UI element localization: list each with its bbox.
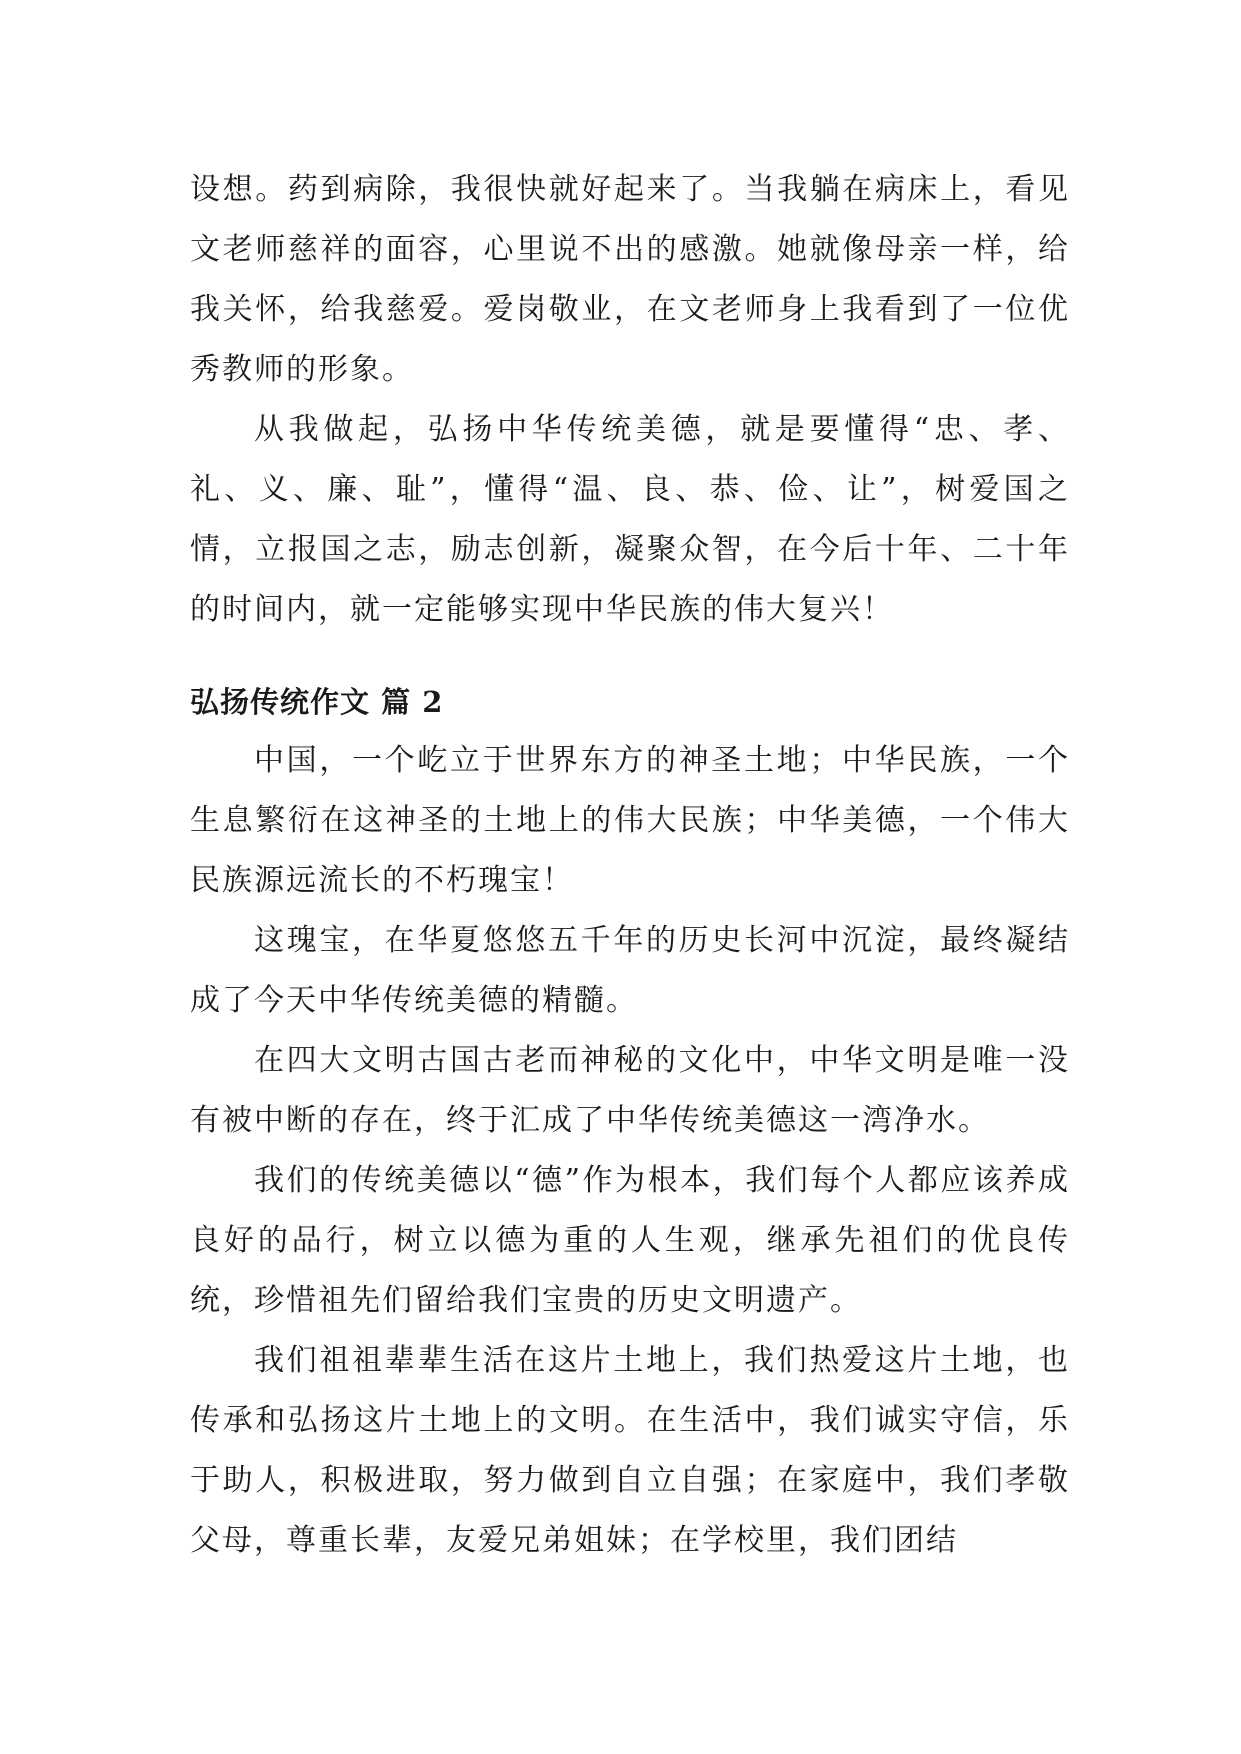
paragraph: 在四大文明古国古老而神秘的文化中，中华文明是唯一没有被中断的存在，终于汇成了中华传统美德这一湾净水。 — [190, 1043, 1070, 1138]
paragraph: 从我做起，弘扬中华传统美德，就是要懂得“忠、孝、礼、义、廉、耻”，懂得“温、良、恭、俭、让”，树爱国之情，立报国之志，励志创新，凝聚众智，在今后十年、二十年的时间内，就一定能够实现中华民族的伟大复兴！ — [190, 412, 1070, 627]
paragraph: 设想。药到病除，我很快就好起来了。当我躺在病床上，看见文老师慈祥的面容，心里说不出的感激。她就像母亲一样，给我关怀，给我慈爱。爱岗敬业，在文老师身上我看到了一位优秀教师的形象。 — [190, 172, 1070, 387]
document-page — [190, 160, 1070, 1571]
paragraph: 我们祖祖辈辈生活在这片土地上，我们热爱这片土地，也传承和弘扬这片土地上的文明。在生活中，我们诚实守信，乐于助人，积极进取，努力做到自立自强；在家庭中，我们孝敬父母，尊重长辈，友爱兄弟姐妹；在学校里，我们团结 — [190, 1343, 1070, 1558]
section-heading: 弘扬传统作文 篇 2 — [190, 685, 444, 719]
paragraph: 这瑰宝，在华夏悠悠五千年的历史长河中沉淀，最终凝结成了今天中华传统美德的精髓。 — [190, 923, 1070, 1018]
paragraph: 中国，一个屹立于世界东方的神圣土地；中华民族，一个生息繁衍在这神圣的土地上的伟大民族；中华美德，一个伟大民族源远流长的不朽瑰宝！ — [190, 743, 1070, 898]
paragraph: 我们的传统美德以“德”作为根本，我们每个人都应该养成良好的品行，树立以德为重的人生观，继承先祖们的优良传统，珍惜祖先们留给我们宝贵的历史文明遗产。 — [190, 1163, 1070, 1318]
